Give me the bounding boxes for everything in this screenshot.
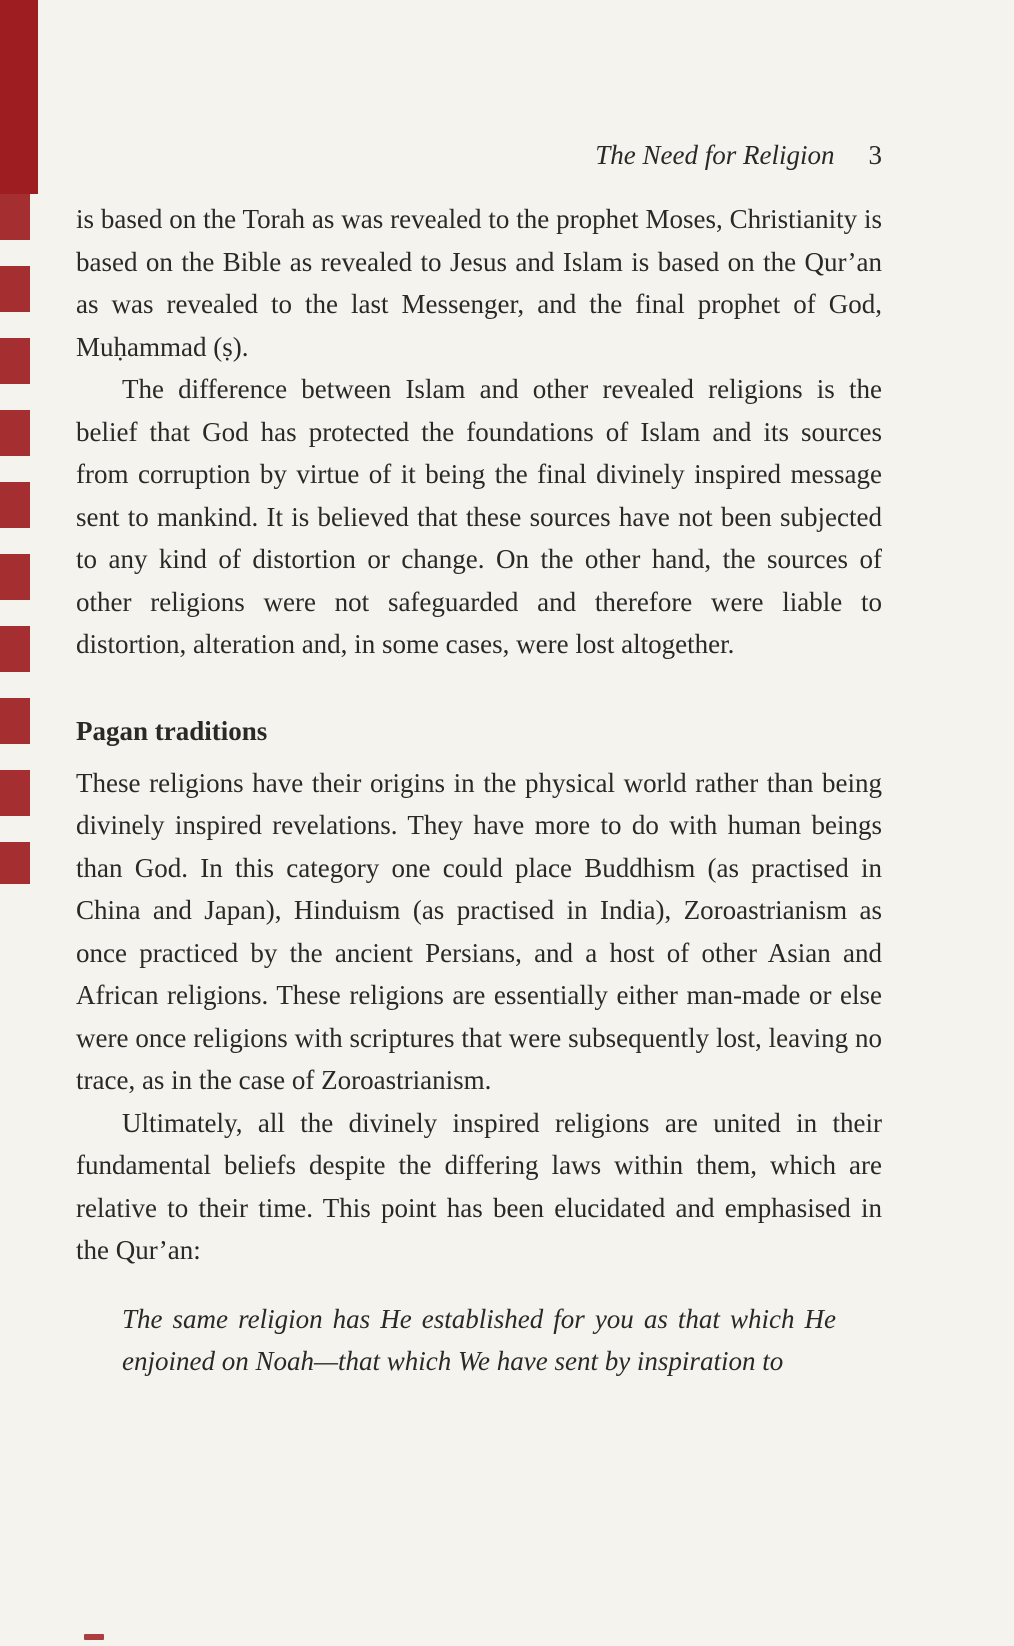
- running-header: [76, 138, 882, 172]
- page-number: 3: [868, 140, 882, 170]
- quran-quote: The same religion has He established for you as that which He enjoined on Noah—that which We have sent by inspiration to: [122, 1303, 836, 1376]
- scan-artifact-mark: [84, 1634, 104, 1640]
- section-heading-pagan-traditions: Pagan traditions: [76, 715, 268, 746]
- page-content: [76, 138, 882, 1383]
- paragraph-difference-islam: The difference between Islam and other revealed religions is the belief that God has protected the foundations of Islam and its sources from corruption by virtue of it being the final divinely inspired message sent to mankind. It is believed that these sources have not been subjected to any kind of distortion or change. On the other hand, the sources of other religions were not safeguarded and therefore were liable to distortion, alteration and, in some cases, were lost altogether.: [76, 374, 882, 659]
- running-title: The Need for Religion: [595, 140, 835, 170]
- paragraph-pagan-origins: These religions have their origins in the physical world rather than being divinely inspired revelations. They have more to do with human beings than God. In this category one could place Buddhism (as practised in China and Japan), Hinduism (as practised in India), Zoroastrianism as once practiced by the ancient Persians, and a host of other Asian and African religions. These religions are essentially either man-made or else were once religions with scriptures that were subsequently lost, leaving no trace, as in the case of Zoroastrianism.: [76, 767, 882, 1095]
- paragraph-ultimately-united: Ultimately, all the divinely inspired religions are united in their fundamental beliefs despite the differing laws within them, which are relative to their time. This point has been elucidated and emphasised in the Qur’an:: [76, 1107, 882, 1265]
- book-spine-edge: [0, 0, 38, 194]
- body-text: [76, 198, 882, 1383]
- paragraph-continuation: is based on the Torah as was revealed to the prophet Moses, Christianity is based on the Bible as revealed to Jesus and Islam is based on the Qur’an as was revealed to the last Messenger, and the final prophet of God, Muḥammad (ṣ).: [76, 204, 882, 362]
- book-spine-edge-dashes: [0, 194, 30, 884]
